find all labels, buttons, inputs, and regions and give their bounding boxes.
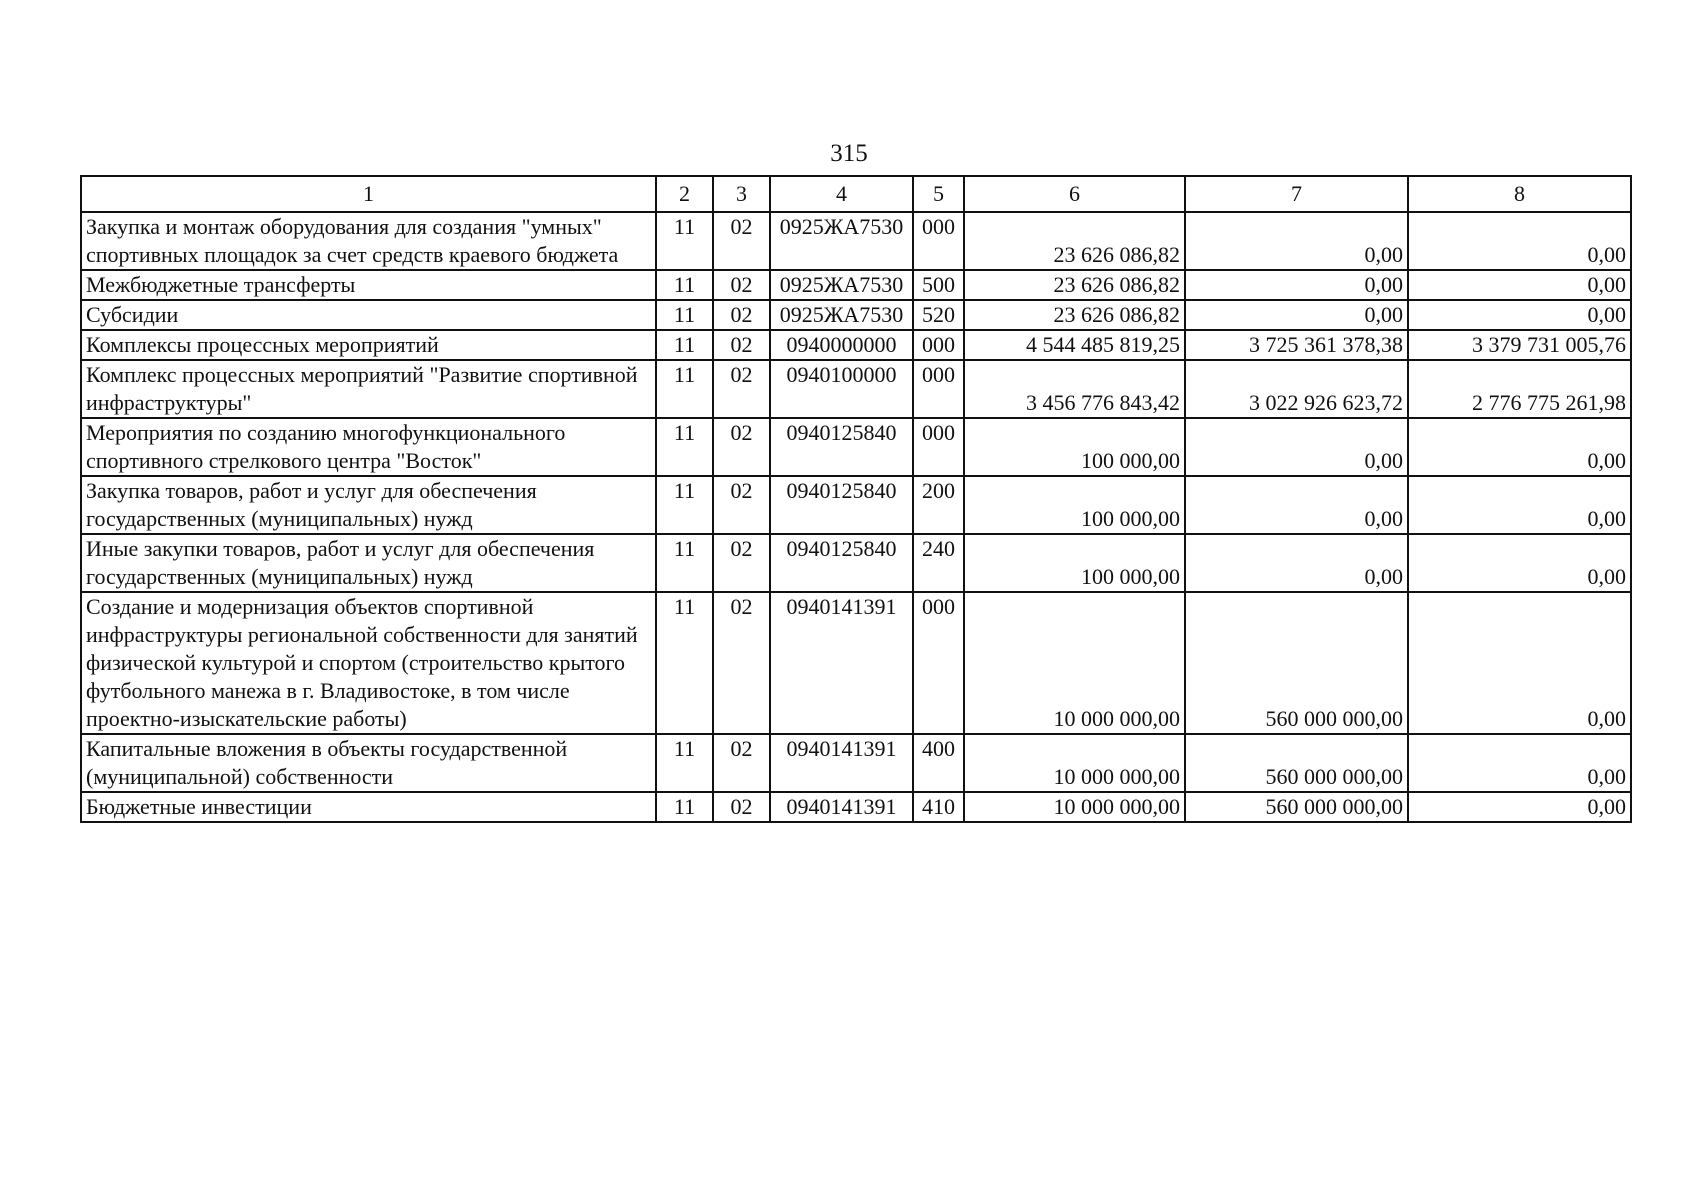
- row-section: 11: [656, 476, 713, 534]
- row-expense-type: 000: [913, 330, 964, 360]
- row-target-article: 0925ЖА7530: [770, 300, 913, 330]
- row-amount-8: 0,00: [1408, 792, 1631, 822]
- row-target-article: 0940141391: [770, 592, 913, 734]
- row-expense-type: 240: [913, 534, 964, 592]
- row-expense-type: 000: [913, 360, 964, 418]
- row-target-article: 0940000000: [770, 330, 913, 360]
- row-target-article: 0940125840: [770, 476, 913, 534]
- row-name: Комплексы процессных мероприятий: [81, 330, 656, 360]
- row-amount-7: 0,00: [1185, 212, 1408, 270]
- row-amount-8: 0,00: [1408, 418, 1631, 476]
- table-row: [81, 734, 1631, 792]
- header-row: [81, 176, 1631, 212]
- row-amount-6: 10 000 000,00: [964, 592, 1185, 734]
- row-section: 11: [656, 734, 713, 792]
- row-expense-type: 000: [913, 592, 964, 734]
- table-row: [81, 792, 1631, 822]
- row-section: 11: [656, 360, 713, 418]
- table-row: [81, 476, 1631, 534]
- row-amount-8: 0,00: [1408, 300, 1631, 330]
- row-subsection: 02: [713, 270, 770, 300]
- row-section: 11: [656, 212, 713, 270]
- table-row: [81, 360, 1631, 418]
- row-target-article: 0925ЖА7530: [770, 212, 913, 270]
- row-amount-6: 23 626 086,82: [964, 270, 1185, 300]
- row-section: 11: [656, 330, 713, 360]
- row-subsection: 02: [713, 734, 770, 792]
- page-number: 315: [830, 140, 868, 167]
- row-name: Создание и модернизация объектов спортивной инфраструктуры региональной собственности для занятий физической культурой и спортом (строительство крытого футбольного манежа в г. Владивостоке, в том числе проектно-изыскательские работы): [81, 592, 656, 734]
- table-row: [81, 212, 1631, 270]
- row-target-article: 0925ЖА7530: [770, 270, 913, 300]
- row-amount-7: 560 000 000,00: [1185, 792, 1408, 822]
- row-name: Бюджетные инвестиции: [81, 792, 656, 822]
- row-target-article: 0940100000: [770, 360, 913, 418]
- row-target-article: 0940125840: [770, 534, 913, 592]
- row-amount-7: 560 000 000,00: [1185, 734, 1408, 792]
- row-target-article: 0940141391: [770, 792, 913, 822]
- column-header: 7: [1185, 176, 1408, 212]
- table-row: [81, 592, 1631, 734]
- row-target-article: 0940125840: [770, 418, 913, 476]
- budget-table: [80, 175, 1632, 823]
- row-expense-type: 500: [913, 270, 964, 300]
- row-amount-8: 0,00: [1408, 734, 1631, 792]
- row-amount-7: 0,00: [1185, 476, 1408, 534]
- row-amount-6: 100 000,00: [964, 418, 1185, 476]
- table-row: [81, 534, 1631, 592]
- column-header: 5: [913, 176, 964, 212]
- row-amount-7: 0,00: [1185, 270, 1408, 300]
- row-amount-8: 0,00: [1408, 534, 1631, 592]
- table-row: [81, 300, 1631, 330]
- row-expense-type: 520: [913, 300, 964, 330]
- row-amount-6: 100 000,00: [964, 476, 1185, 534]
- row-amount-6: 23 626 086,82: [964, 212, 1185, 270]
- row-name: Закупка товаров, работ и услуг для обеспечения государственных (муниципальных) нужд: [81, 476, 656, 534]
- row-amount-6: 3 456 776 843,42: [964, 360, 1185, 418]
- row-amount-7: 0,00: [1185, 300, 1408, 330]
- row-amount-8: 3 379 731 005,76: [1408, 330, 1631, 360]
- table-row: [81, 418, 1631, 476]
- row-amount-8: 0,00: [1408, 270, 1631, 300]
- row-amount-6: 100 000,00: [964, 534, 1185, 592]
- row-amount-8: 2 776 775 261,98: [1408, 360, 1631, 418]
- row-amount-7: 3 725 361 378,38: [1185, 330, 1408, 360]
- row-target-article: 0940141391: [770, 734, 913, 792]
- row-section: 11: [656, 300, 713, 330]
- row-amount-6: 10 000 000,00: [964, 792, 1185, 822]
- row-expense-type: 200: [913, 476, 964, 534]
- row-expense-type: 400: [913, 734, 964, 792]
- row-section: 11: [656, 418, 713, 476]
- row-section: 11: [656, 534, 713, 592]
- row-amount-6: 10 000 000,00: [964, 734, 1185, 792]
- row-name: Закупка и монтаж оборудования для создания "умных" спортивных площадок за счет средств краевого бюджета: [81, 212, 656, 270]
- row-amount-8: 0,00: [1408, 212, 1631, 270]
- row-amount-6: 4 544 485 819,25: [964, 330, 1185, 360]
- row-expense-type: 410: [913, 792, 964, 822]
- row-name: Мероприятия по созданию многофункционального спортивного стрелкового центра "Восток": [81, 418, 656, 476]
- row-amount-7: 560 000 000,00: [1185, 592, 1408, 734]
- row-subsection: 02: [713, 418, 770, 476]
- row-amount-8: 0,00: [1408, 592, 1631, 734]
- table-row: [81, 330, 1631, 360]
- row-subsection: 02: [713, 300, 770, 330]
- row-name: Субсидии: [81, 300, 656, 330]
- column-header: 1: [81, 176, 656, 212]
- column-header: 3: [713, 176, 770, 212]
- row-section: 11: [656, 792, 713, 822]
- row-amount-7: 3 022 926 623,72: [1185, 360, 1408, 418]
- row-section: 11: [656, 592, 713, 734]
- row-expense-type: 000: [913, 212, 964, 270]
- column-header: 6: [964, 176, 1185, 212]
- row-name: Капитальные вложения в объекты государственной (муниципальной) собственности: [81, 734, 656, 792]
- row-subsection: 02: [713, 212, 770, 270]
- row-amount-7: 0,00: [1185, 418, 1408, 476]
- row-subsection: 02: [713, 330, 770, 360]
- row-amount-8: 0,00: [1408, 476, 1631, 534]
- table-row: [81, 270, 1631, 300]
- column-header: 8: [1408, 176, 1631, 212]
- column-header: 2: [656, 176, 713, 212]
- row-name: Межбюджетные трансферты: [81, 270, 656, 300]
- row-name: Иные закупки товаров, работ и услуг для обеспечения государственных (муниципальных) нужд: [81, 534, 656, 592]
- row-expense-type: 000: [913, 418, 964, 476]
- row-section: 11: [656, 270, 713, 300]
- row-amount-7: 0,00: [1185, 534, 1408, 592]
- row-subsection: 02: [713, 476, 770, 534]
- row-subsection: 02: [713, 360, 770, 418]
- row-amount-6: 23 626 086,82: [964, 300, 1185, 330]
- row-subsection: 02: [713, 792, 770, 822]
- row-subsection: 02: [713, 534, 770, 592]
- row-name: Комплекс процессных мероприятий "Развитие спортивной инфраструктуры": [81, 360, 656, 418]
- row-subsection: 02: [713, 592, 770, 734]
- column-header: 4: [770, 176, 913, 212]
